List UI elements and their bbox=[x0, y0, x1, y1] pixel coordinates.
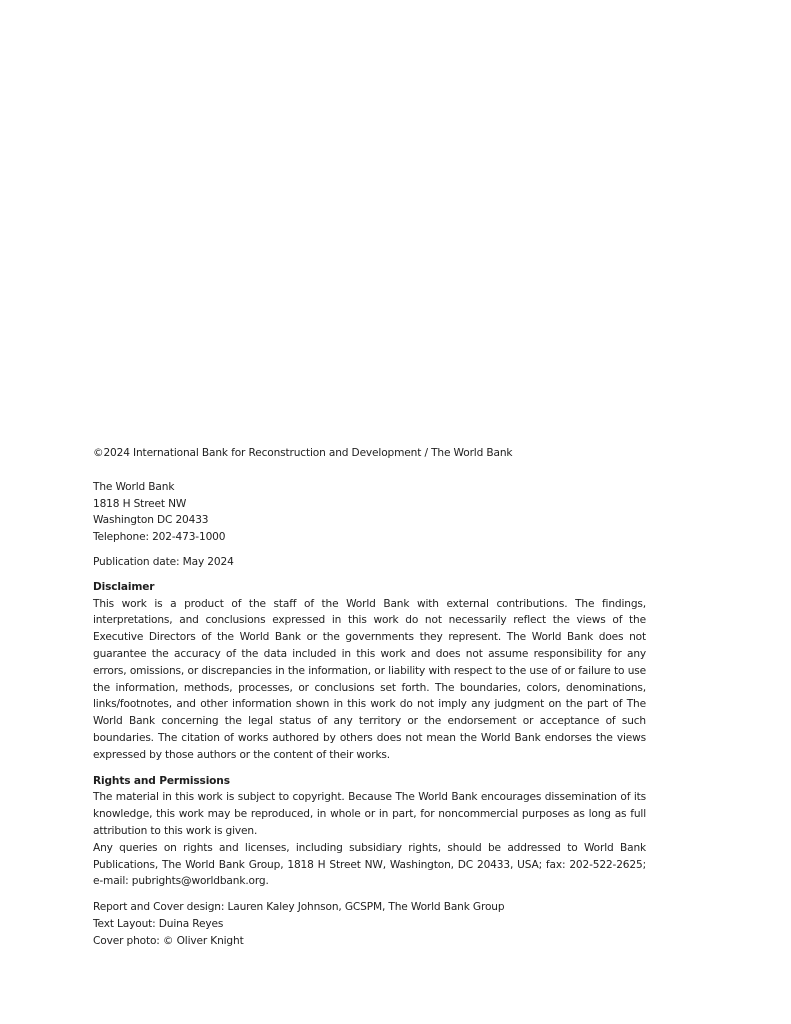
disclaimer-section bbox=[93, 579, 646, 764]
rights-heading: Rights and Permissions bbox=[93, 774, 230, 787]
copyright-page-content bbox=[93, 445, 646, 950]
design-credit: Report and Cover design: Lauren Kaley Johnson, GCSPM, The World Bank Group bbox=[93, 901, 505, 914]
rights-section bbox=[93, 773, 646, 891]
publisher-telephone: Telephone: 202-473-1000 bbox=[93, 531, 226, 544]
publisher-name: The World Bank bbox=[93, 480, 175, 493]
disclaimer-text: This work is a product of the staff of the World Bank with external contributions. The findings, interpretations, and conclusions expressed in this work do not necessarily reflect the views of the Executive Directors of the World Bank or the governments they represent. The World Bank does not guarantee the accuracy of the data included in this work and does not assume responsibility for any errors, omissions, or discrepancies in the information, or liability with respect to the use of or failure to use the information, methods, processes, or conclusions set forth. The boundaries, colors, denominations, links/footnotes, and other information shown in this work do not imply any judgment on the part of The World Bank concerning the legal status of any territory or the endorsement or acceptance of such boundaries. The citation of works authored by others does not mean the World Bank endorses the views expressed by those authors or the content of their works. bbox=[93, 597, 646, 761]
copyright-notice: ©2024 International Bank for Reconstruction and Development / The World Bank bbox=[93, 447, 513, 459]
credits-block bbox=[93, 899, 646, 949]
photo-credit: Cover photo: © Oliver Knight bbox=[93, 934, 244, 947]
rights-paragraph-2: Any queries on rights and licenses, including subsidiary rights, should be addressed to World Bank Publications, The World Bank Group, 1818 H Street NW, Washington, DC 20433, USA; fax: 202-522-2625; e-mail: pubrights@worldbank.org. bbox=[93, 841, 646, 888]
publisher-city: Washington DC 20433 bbox=[93, 514, 209, 527]
publication-date: Publication date: May 2024 bbox=[93, 555, 234, 568]
rights-paragraph-1: The material in this work is subject to copyright. Because The World Bank encourages dissemination of its knowledge, this work may be reproduced, in whole or in part, for noncommercial purposes as long as full attribution to this work is given. bbox=[93, 791, 646, 837]
disclaimer-heading: Disclaimer bbox=[93, 580, 155, 593]
publisher-address bbox=[93, 479, 646, 546]
publisher-street: 1818 H Street NW bbox=[93, 497, 187, 510]
layout-credit: Text Layout: Duina Reyes bbox=[93, 917, 224, 930]
